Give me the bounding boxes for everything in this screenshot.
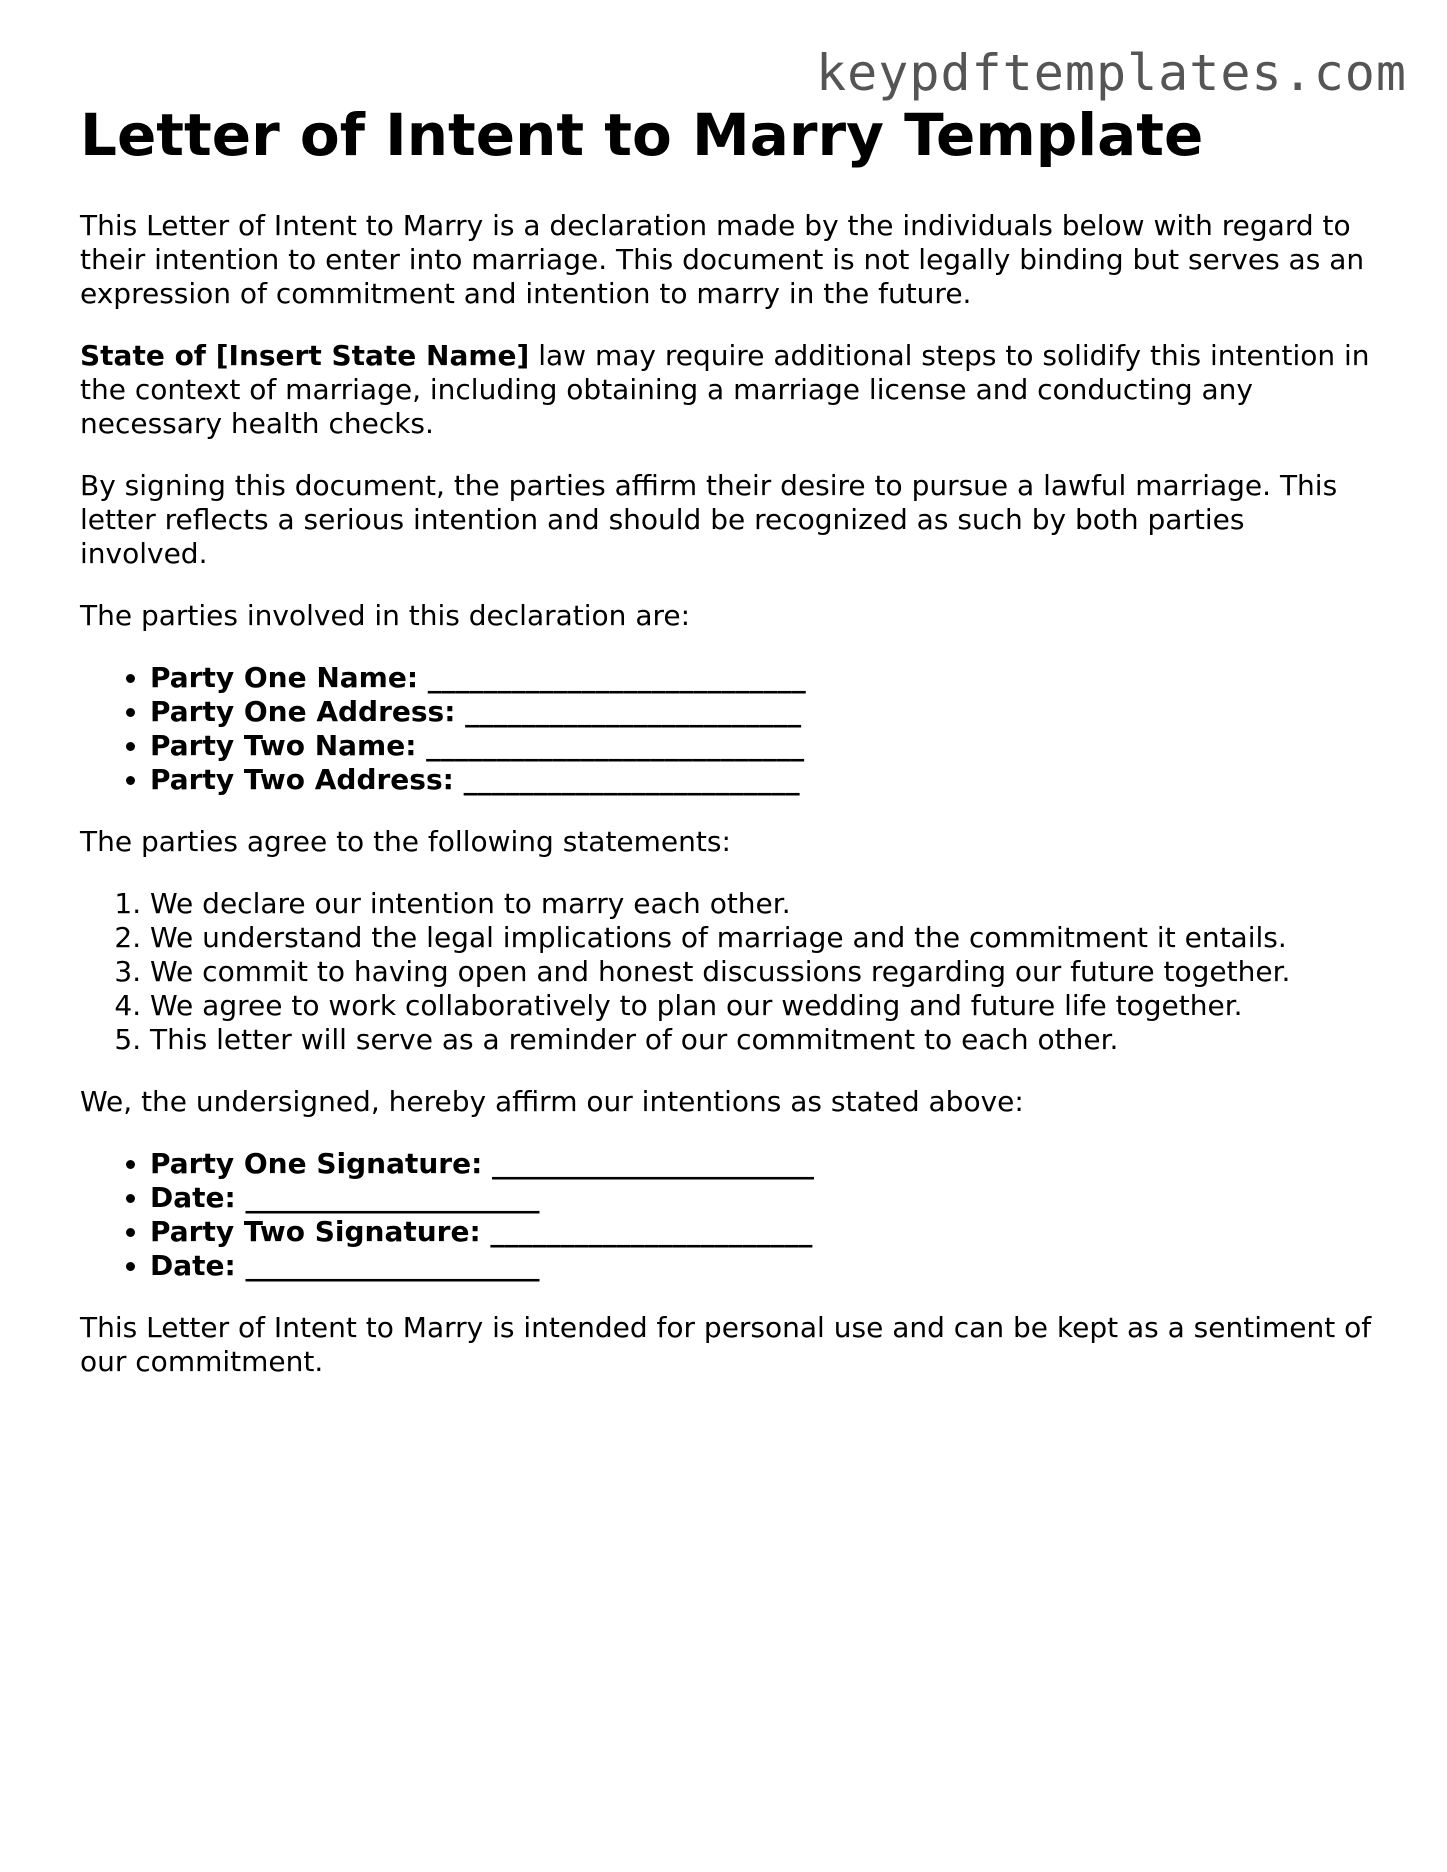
statement-item: 4. We agree to work collaboratively to plan our wedding and future life together. <box>150 989 1380 1023</box>
party-one-name-field: • Party One Name: ___________________________ <box>150 661 1380 695</box>
party-one-date-field: • Date: _____________________ <box>150 1181 1380 1215</box>
document-title: Letter of Intent to Marry Template <box>80 101 1204 169</box>
statement-item: 2. We understand the legal implications of marriage and the commitment it entails. <box>150 921 1380 955</box>
intro-paragraph: This Letter of Intent to Marry is a declaration made by the individuals below with regard to their intention to enter into marriage. This document is not legally binding but serves as an expression of commitment and intention to marry in the future. <box>80 208 1365 310</box>
statement-item: 5. This letter will serve as a reminder of our commitment to each other. <box>150 1023 1380 1057</box>
party-two-signature-field: • Party Two Signature: _______________________ <box>150 1215 1380 1249</box>
party-one-signature-field: • Party One Signature: _______________________ <box>150 1147 1380 1181</box>
parties-intro: The parties involved in this declaration are: <box>80 598 691 632</box>
watermark: keypdftemplates.com <box>816 44 1407 102</box>
statement-item: 1. We declare our intention to marry each other. <box>150 887 1380 921</box>
state-law-text: law may require additional steps to solidify this intention in the context of marriage, including obtaining a marriage license and conducting any necessary health checks. <box>80 338 1370 440</box>
party-fields-list <box>80 661 1380 797</box>
statements-intro: The parties agree to the following statements: <box>80 824 731 858</box>
closing-paragraph: This Letter of Intent to Marry is intended for personal use and can be kept as a sentiment of our commitment. <box>80 1310 1372 1378</box>
signing-paragraph: By signing this document, the parties affirm their desire to pursue a lawful marriage. This letter reflects a serious intention and should be recognized as such by both parties involved. <box>80 468 1338 570</box>
signature-fields-list <box>80 1147 1380 1283</box>
document-body <box>80 102 1380 1407</box>
party-two-name-field: • Party Two Name: ___________________________ <box>150 729 1380 763</box>
state-name-placeholder: State of [Insert State Name] <box>80 338 530 372</box>
party-two-address-field: • Party Two Address: ________________________ <box>150 763 1380 797</box>
party-two-date-field: • Date: _____________________ <box>150 1249 1380 1283</box>
affirm-intro: We, the undersigned, hereby affirm our intentions as stated above: <box>80 1084 1024 1118</box>
party-one-address-field: • Party One Address: ________________________ <box>150 695 1380 729</box>
state-law-paragraph <box>80 339 1380 441</box>
statements-list <box>80 887 1380 1057</box>
statement-item: 3. We commit to having open and honest discussions regarding our future together. <box>150 955 1380 989</box>
